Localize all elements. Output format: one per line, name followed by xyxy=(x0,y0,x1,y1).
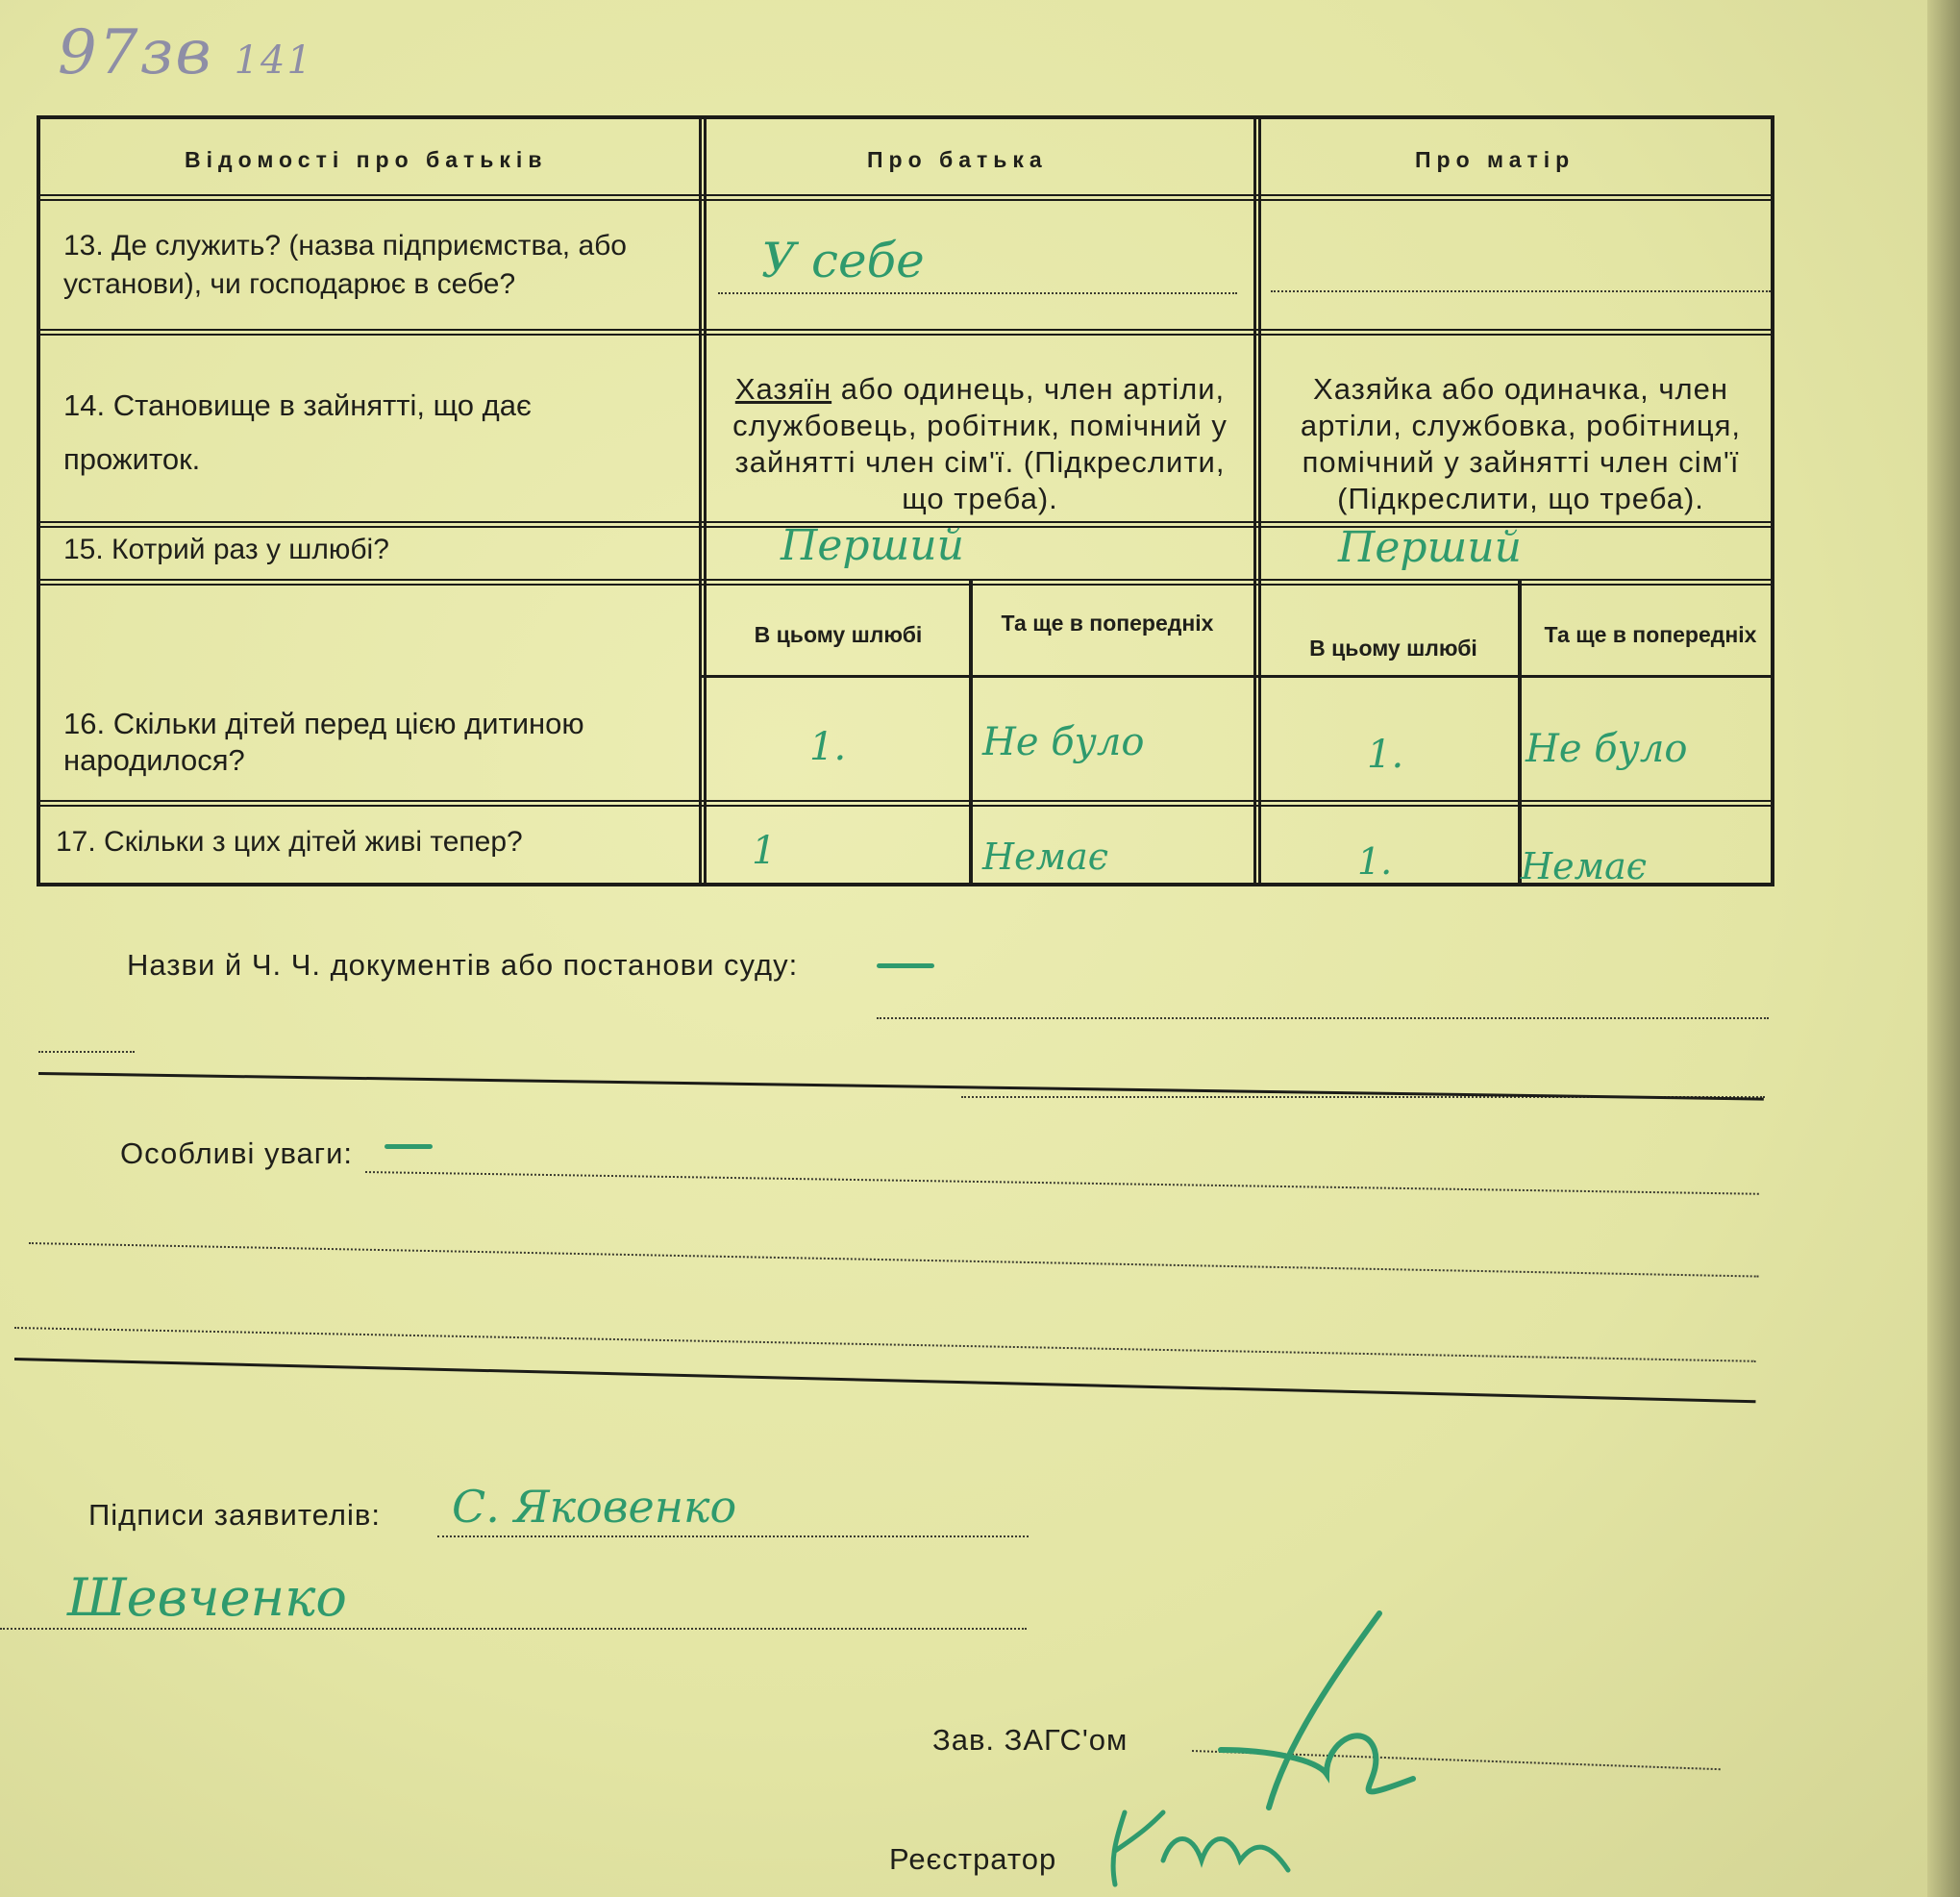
parents-info-table xyxy=(37,115,1774,886)
column-divider xyxy=(699,119,707,883)
header-info: Відомості про батьків xyxy=(185,147,548,172)
registrar-signature xyxy=(1096,1793,1346,1897)
question-14: 14. Становище в зайнятті, що дає прожиток. xyxy=(63,388,532,476)
subheader-previous: Та ще в попередніх xyxy=(1001,611,1214,636)
subheader-this-marriage: В цьому шлюбі xyxy=(1309,636,1477,661)
row-divider xyxy=(699,675,1771,678)
handwritten-father-17-this: 1 xyxy=(752,829,777,873)
signature-applicant-2: Шевченко xyxy=(67,1567,347,1628)
archive-number-sub: 141 xyxy=(234,38,313,83)
page-edge-shadow xyxy=(1927,0,1960,1897)
handwritten-mother-15: Перший xyxy=(1338,523,1522,572)
archive-number xyxy=(58,17,313,88)
dotted-line xyxy=(38,1051,135,1053)
handwritten-mother-17-prev: Немає xyxy=(1521,845,1648,887)
dotted-line xyxy=(1271,290,1771,292)
column-divider xyxy=(969,579,973,883)
handwritten-father-13: У себе xyxy=(761,233,925,288)
handwritten-father-15: Перший xyxy=(781,521,964,570)
handwritten-mother-16-this: 1. xyxy=(1367,733,1404,777)
question-13: 13. Де служить? (назва підприємства, або установи), чи господарює в себе? xyxy=(63,230,627,300)
row-divider xyxy=(40,329,1771,336)
column-divider xyxy=(1253,119,1261,883)
column-divider xyxy=(1518,579,1522,883)
signatures-label: Підписи заявителів: xyxy=(88,1498,381,1532)
registrar-label: Реєстратор xyxy=(889,1842,1057,1876)
header-mother: Про матір xyxy=(1415,147,1575,172)
dotted-line xyxy=(718,292,1237,294)
archive-number-main: 97зв xyxy=(58,17,213,88)
father-status-options xyxy=(718,371,1242,517)
question-16: 16. Скільки дітей перед цією дитиною народилося? xyxy=(63,707,584,777)
question-15: 15. Котрий раз у шлюбі? xyxy=(63,534,389,565)
row-divider xyxy=(40,579,1771,586)
mother-status-options: Хазяйка або одиначка, член артіли, службовка, робітниця, помічний у зайнятті член сім'ї (Підкреслити, що треба). xyxy=(1300,372,1742,515)
documents-label: Назви й Ч. Ч. документів або постанови суду: xyxy=(127,948,799,982)
header-father: Про батька xyxy=(867,147,1048,172)
handwritten-father-17-prev: Немає xyxy=(982,836,1109,878)
dotted-line xyxy=(437,1535,1029,1537)
notes-value-dash xyxy=(385,1144,433,1149)
row-divider xyxy=(40,194,1771,201)
handwritten-father-16-this: 1. xyxy=(809,725,847,769)
documents-value-dash xyxy=(877,963,934,968)
handwritten-mother-16-prev: Не було xyxy=(1526,727,1688,771)
signature-applicant-1: С. Яковенко xyxy=(452,1481,737,1533)
handwritten-father-16-prev: Не було xyxy=(982,720,1145,764)
subheader-this-marriage: В цьому шлюбі xyxy=(754,622,923,647)
dotted-line xyxy=(877,1017,1769,1019)
handwritten-mother-17-this: 1. xyxy=(1357,840,1393,883)
notes-label: Особливі уваги: xyxy=(120,1136,354,1170)
zags-head-label: Зав. ЗАГС'ом xyxy=(932,1723,1129,1757)
dotted-line xyxy=(0,1628,1027,1630)
row-divider xyxy=(40,800,1771,807)
underlined-option-hazyain: Хазяїн xyxy=(734,372,832,406)
father-status-rest: або одинець, член артіли, службовець, робітник, помічний у зайнятті член сім'ї. (Підкреслити, що треба). xyxy=(732,372,1228,515)
question-17: 17. Скільки з цих дітей живі тепер? xyxy=(56,826,523,858)
subheader-previous: Та ще в попередніх xyxy=(1544,622,1757,647)
